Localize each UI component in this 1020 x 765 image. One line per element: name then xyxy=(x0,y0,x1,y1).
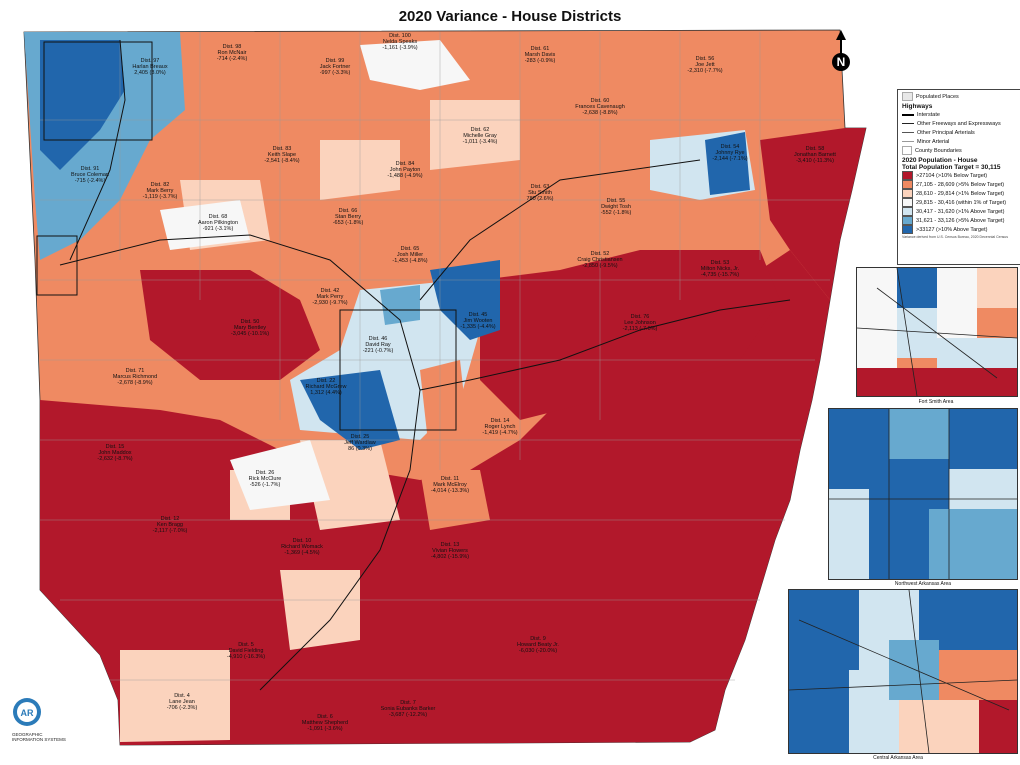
district-label: Dist. 76 xyxy=(630,314,650,320)
district-value: -2,310 (-7.7%) xyxy=(687,68,723,74)
district-label: Dist. 66 xyxy=(338,208,358,214)
district-value: -3,687 (-12.2%) xyxy=(388,712,428,718)
district-name: Aaron Pilkington xyxy=(197,220,239,226)
class-label: 31,621 - 33,126 (>5% Above Target) xyxy=(916,217,1005,224)
district-label: Dist. 71 xyxy=(125,368,145,374)
inset-fort-smith xyxy=(856,267,1018,397)
district-value: -2,678 (-8.9%) xyxy=(117,380,153,386)
district-name: Rick McClure xyxy=(248,476,282,482)
legend-county-label: County Boundaries xyxy=(915,147,962,154)
district-value: -1,011 (-3.4%) xyxy=(462,139,498,145)
district-name: Roger Lynch xyxy=(484,424,516,430)
district-value: -4,735 (-15.7%) xyxy=(700,272,740,278)
district-value: -706 (-2.3%) xyxy=(166,705,198,711)
district-value: -221 (-0.7%) xyxy=(362,348,394,354)
district-label: Dist. 42 xyxy=(320,288,340,294)
district-label: Dist. 52 xyxy=(590,251,610,257)
district-value: -997 (-3.3%) xyxy=(319,70,351,76)
legend-class-row xyxy=(902,189,1018,198)
district-label: Dist. 91 xyxy=(80,166,100,172)
district-value: -2,113 (-7.0%) xyxy=(622,326,658,332)
legend-highways-heading: Highways xyxy=(902,103,933,110)
class-swatch xyxy=(902,189,913,198)
district-value: 2,405 (8.0%) xyxy=(134,70,166,76)
inset-central-map xyxy=(789,590,1017,753)
district-value: 1,312 (4.4%) xyxy=(310,390,342,396)
district-label: Dist. 12 xyxy=(160,516,180,522)
district-value: -1,488 (-4.9%) xyxy=(387,173,423,179)
district-name: Harlan Breaux xyxy=(132,64,168,70)
district-label: Dist. 82 xyxy=(150,182,170,188)
district-name: Lane Jean xyxy=(169,699,195,705)
district-value: -1,453 (-4.8%) xyxy=(392,258,428,264)
legend-highway-row xyxy=(902,119,1018,128)
legend-highway-label: Other Freeways and Expressways xyxy=(917,120,1001,127)
district-value: -1,419 (-4.7%) xyxy=(482,430,518,436)
district-label: Dist. 62 xyxy=(470,127,490,133)
legend-highway-label: Minor Arterial xyxy=(917,138,950,145)
freeway-line-icon xyxy=(902,123,914,124)
district-value: 780 (2.6%) xyxy=(526,196,554,202)
district-name: David Ray xyxy=(365,342,391,348)
district-name: Craig Christiansen xyxy=(577,257,623,263)
district-name: Nelda Speaks xyxy=(382,39,418,45)
district-label: Dist. 58 xyxy=(805,146,825,152)
legend-class-row xyxy=(902,207,1018,216)
legend-county-row xyxy=(902,146,1018,155)
district-value: -1,119 (-3.7%) xyxy=(142,194,178,200)
class-label: 30,417 - 31,620 (>1% Above Target) xyxy=(916,208,1005,215)
arterial-line-icon xyxy=(902,132,914,133)
region-light-4 xyxy=(280,570,360,650)
district-value: -2,117 (-7.0%) xyxy=(152,528,188,534)
district-label: Dist. 7 xyxy=(400,700,416,706)
district-value: -4,014 (-13.3%) xyxy=(430,488,470,494)
district-label: Dist. 98 xyxy=(222,44,242,50)
class-swatch xyxy=(902,171,913,180)
district-label: Dist. 14 xyxy=(490,418,510,424)
district-label: Dist. 15 xyxy=(105,444,125,450)
district-label: Dist. 61 xyxy=(530,46,550,52)
legend-class-row xyxy=(902,225,1018,234)
district-value: -1,161 (-3.9%) xyxy=(382,45,418,51)
district-label: Dist. 9 xyxy=(530,636,546,642)
legend-highway-row xyxy=(902,137,1018,146)
north-arrow-icon xyxy=(826,30,856,72)
legend-highway-label: Interstate xyxy=(917,111,940,118)
legend-populated xyxy=(902,92,1018,101)
district-label: Dist. 83 xyxy=(272,146,292,152)
agency-seal-icon xyxy=(12,697,42,727)
class-swatch xyxy=(902,207,913,216)
inset-northwest-map xyxy=(829,409,1017,579)
district-label: Dist. 56 xyxy=(695,56,715,62)
district-value: -283 (-0.9%) xyxy=(524,58,556,64)
district-label: Dist. 97 xyxy=(140,58,160,64)
class-label: >33127 (>10% Above Target) xyxy=(916,226,988,233)
district-value: -2,638 (-8.8%) xyxy=(582,110,618,116)
legend-target: Total Population Target = 30,115 xyxy=(902,164,1001,171)
district-value: -2,632 (-8.7%) xyxy=(97,456,133,462)
district-name: Marsh Davis xyxy=(524,52,556,58)
class-swatch xyxy=(902,225,913,234)
district-name: Mark McElroy xyxy=(433,482,467,488)
district-value: -715 (-2.4%) xyxy=(74,178,106,184)
district-name: Milton Nicks, Jr. xyxy=(700,266,740,272)
legend-highway-label: Other Principal Arterials xyxy=(917,129,975,136)
district-label: Dist. 68 xyxy=(208,214,228,220)
district-name: Vivian Flowers xyxy=(432,548,468,554)
district-name: Mark Perry xyxy=(316,294,344,300)
district-label: Dist. 46 xyxy=(368,336,388,342)
district-value: -1,335 (-4.4%) xyxy=(460,324,496,330)
legend-populated-label: Populated Places xyxy=(916,93,959,100)
district-name: Jack Fortner xyxy=(319,64,351,70)
district-label: Dist. 100 xyxy=(389,33,411,39)
district-value: -3,045 (-10.1%) xyxy=(230,331,270,337)
district-name: Ken Bragg xyxy=(157,522,183,528)
district-value: -2,930 (-9.7%) xyxy=(312,300,348,306)
region-cent-midblue xyxy=(380,285,420,325)
district-label: Dist. 53 xyxy=(710,260,730,266)
interstate-line-icon xyxy=(902,114,914,116)
district-name: Jim Wooten xyxy=(463,318,493,324)
legend-class-row xyxy=(902,180,1018,189)
district-label: Dist. 25 xyxy=(350,434,370,440)
district-name: Joe Jett xyxy=(695,62,715,68)
district-name: Matthew Shepherd xyxy=(301,720,349,726)
county-boundary-icon xyxy=(902,146,912,155)
district-name: Keith Slape xyxy=(267,152,297,158)
district-name: Mark Berry xyxy=(146,188,174,194)
district-name: Richard McGrew xyxy=(305,384,347,390)
map-legend xyxy=(897,89,1020,265)
district-label: Dist. 50 xyxy=(240,319,260,325)
district-value: -1,369 (-4.5%) xyxy=(284,550,320,556)
district-name: Michelle Gray xyxy=(463,133,497,139)
district-label: Dist. 10 xyxy=(292,538,312,544)
district-label: Dist. 55 xyxy=(606,198,626,204)
district-label: Dist. 22 xyxy=(316,378,336,384)
district-value: -921 (-3.1%) xyxy=(202,226,234,232)
district-value: -526 (-1.7%) xyxy=(249,482,281,488)
district-label: Dist. 54 xyxy=(720,144,740,150)
district-name: John Payton xyxy=(389,167,421,173)
district-name: John Maddox xyxy=(98,450,132,456)
map-title: 2020 Variance - House Districts xyxy=(398,8,622,25)
class-label: 29,815 - 30,416 (within 1% of Target) xyxy=(916,199,1007,206)
district-name: Bruce Coleman xyxy=(71,172,109,178)
district-label: Dist. 26 xyxy=(255,470,275,476)
district-label: Dist. 63 xyxy=(530,184,550,190)
district-value: -2,541 (-8.4%) xyxy=(264,158,300,164)
legend-note: Variance derived from U.S. Census Bureau, 2020 Decennial Census xyxy=(902,235,1008,239)
district-name: David Fielding xyxy=(228,648,264,654)
inset-northwest-caption: Northwest Arkansas Area xyxy=(894,581,952,587)
district-label: Dist. 13 xyxy=(440,542,460,548)
district-value: -4,802 (-15.9%) xyxy=(430,554,470,560)
district-name: Stan Berry xyxy=(335,214,361,220)
legend-class-row xyxy=(902,198,1018,207)
district-label: Dist. 6 xyxy=(317,714,333,720)
class-label: 27,105 - 28,609 (>5% Below Target) xyxy=(916,181,1005,188)
class-label: >27104 (>10% Below Target) xyxy=(916,172,988,179)
district-label: Dist. 11 xyxy=(440,476,460,482)
district-value: -714 (-2.4%) xyxy=(216,56,248,62)
district-label: Dist. 5 xyxy=(238,642,254,648)
class-label: 28,610 - 29,814 (>1% Below Target) xyxy=(916,190,1005,197)
district-value: -2,144 (-7.1%) xyxy=(712,156,748,162)
district-name: Ron McNair xyxy=(217,50,247,56)
district-value: 86 (0.3%) xyxy=(348,446,372,452)
district-label: Dist. 84 xyxy=(395,161,415,167)
district-name: Mary Bentley xyxy=(233,325,267,331)
district-value: -552 (-1.8%) xyxy=(600,210,632,216)
district-value: -3,410 (-11.3%) xyxy=(796,158,834,164)
inset-central-caption: Central Arkansas Area xyxy=(873,755,923,761)
district-name: Sonia Eubanks Barker xyxy=(380,706,436,712)
region-jonesboro-blue xyxy=(705,132,750,195)
legend-population-heading: 2020 Population - House xyxy=(902,157,978,164)
district-label: Dist. 65 xyxy=(400,246,420,252)
district-name: Jeff Wardlaw xyxy=(344,440,376,446)
north-letter: N xyxy=(836,55,846,69)
district-name: Marcus Richmond xyxy=(112,374,158,380)
district-value: -6,030 (-20.0%) xyxy=(518,648,558,654)
legend-class-row xyxy=(902,216,1018,225)
district-name: Johnny Rye xyxy=(715,150,745,156)
inset-fort-smith-caption: Fort Smith Area xyxy=(918,399,954,405)
district-name: Frances Cavenaugh xyxy=(575,104,625,110)
minor-arterial-line-icon xyxy=(902,141,914,142)
populated-place-swatch xyxy=(902,92,913,101)
agency-name: GEOGRAPHIC INFORMATION SYSTEMS xyxy=(12,732,66,742)
svg-text:AR: AR xyxy=(20,708,34,718)
district-name: Richard Womack xyxy=(281,544,323,550)
legend-highway-row xyxy=(902,128,1018,137)
district-name: Jonathan Barnett xyxy=(794,152,836,158)
district-label: Dist. 4 xyxy=(174,693,190,699)
district-value: -2,850 (-9.5%) xyxy=(582,263,618,269)
inset-fort-smith-map xyxy=(857,268,1017,396)
class-swatch xyxy=(902,180,913,189)
district-name: Stu Smith xyxy=(528,190,552,196)
class-swatch xyxy=(902,216,913,225)
district-label: Dist. 45 xyxy=(468,312,488,318)
inset-northwest xyxy=(828,408,1018,580)
district-name: Howard Beaty Jr. xyxy=(517,642,559,648)
district-name: Lee Johnson xyxy=(624,320,656,326)
district-label: Dist. 99 xyxy=(325,58,345,64)
district-label: Dist. 60 xyxy=(590,98,610,104)
inset-central xyxy=(788,589,1018,754)
district-value: -653 (-1.8%) xyxy=(332,220,364,226)
district-value: -1,091 (-3.6%) xyxy=(307,726,343,732)
district-name: Dwight Tosh xyxy=(601,204,631,210)
class-swatch xyxy=(902,198,913,207)
district-name: Josh Miller xyxy=(396,252,424,258)
legend-class-row xyxy=(902,171,1018,180)
district-value: -4,910 (-16.3%) xyxy=(226,654,266,660)
legend-highway-row xyxy=(902,110,1018,119)
agency-logo xyxy=(12,697,72,742)
